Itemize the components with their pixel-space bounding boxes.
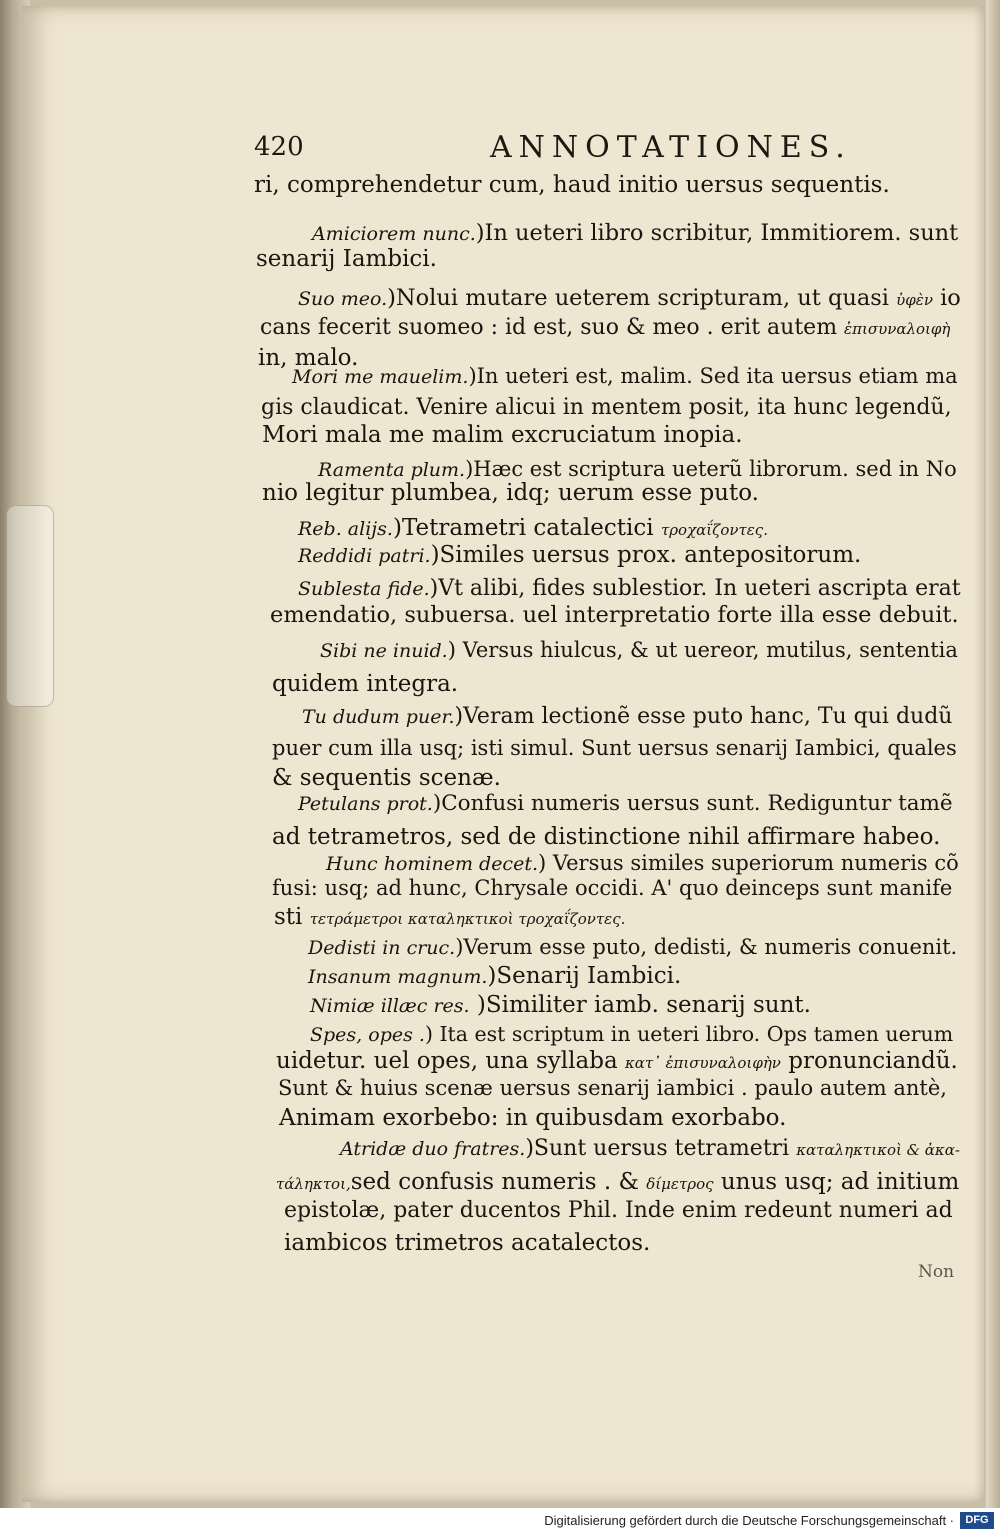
line-text: )Veram lectionẽ esse puto hanc, Tu qui dudũ	[454, 704, 953, 729]
line-text: )Verum esse puto, dedisti, & numeris conuenit.	[455, 935, 958, 959]
text-line	[302, 702, 952, 732]
text-line	[308, 961, 681, 992]
line-text: sti	[274, 904, 310, 930]
running-head	[254, 128, 852, 166]
text-line	[320, 635, 958, 666]
line-text: nio legitur plumbea, idq; uerum esse puto.	[262, 480, 759, 506]
text-line	[298, 283, 961, 315]
line-text: Animam exorbebo: in quibusdam exorbabo.	[279, 1105, 787, 1131]
footer-credit: Digitalisierung gefördert durch die Deutsche Forschungsgemeinschaft ·	[544, 1513, 954, 1528]
greek-phrase: τετράμετροι καταληκτικοὶ τροχαΐζοντες.	[309, 910, 626, 928]
text-line	[340, 1134, 960, 1165]
line-text: ) Versus hiulcus, & ut uereor, mutilus, sententia	[447, 638, 958, 662]
line-text: Mori mala me malim excruciatum inopia.	[262, 422, 743, 448]
footer-bar	[0, 1508, 1000, 1534]
lemma: Tu dudum puer.	[302, 706, 455, 728]
text-line	[310, 990, 811, 1021]
line-text: in, malo.	[258, 345, 359, 371]
line-text: ri, comprehendetur cum, haud initio uersus sequentis.	[254, 172, 890, 198]
line-text: ad tetrametros, sed de distinctione nihil affirmare habeo.	[272, 824, 941, 850]
lemma: Reddidi patri.	[298, 545, 431, 567]
text-line	[298, 789, 953, 819]
line-text: )Sunt uersus tetrametri	[525, 1136, 797, 1161]
line-text: )In ueteri est, malim. Sed ita uersus etiam ma	[468, 364, 958, 388]
line-text: io	[932, 285, 961, 311]
line-text: iambicos trimetros acatalectos.	[284, 1230, 651, 1256]
text-line	[261, 393, 952, 423]
lemma: Ramenta plum.	[318, 459, 466, 481]
line-text: gis claudicat. Venire alicui in mentem posit, ita hunc legendũ,	[261, 395, 952, 420]
lemma: Sublesta fide.	[298, 578, 430, 600]
line-text: fusi: usq; ad hunc, Chrysale occidi. A' quo deinceps sunt manife	[272, 876, 953, 900]
lemma: Sibi ne inuid.	[320, 640, 448, 662]
text-line	[272, 669, 458, 699]
text-line	[272, 733, 957, 763]
text-line	[256, 244, 437, 274]
greek-phrase: τάληκτοι,	[276, 1175, 351, 1193]
page-edges	[986, 0, 1000, 1508]
line-text: quidem integra.	[272, 671, 459, 697]
lemma: Atridæ duo fratres.	[340, 1138, 526, 1160]
lemma: Reb. alijs.	[298, 518, 393, 540]
line-text: puer cum illa usq; isti simul. Sunt uersus senarij Iambici, quales	[272, 736, 957, 760]
text-line	[298, 540, 861, 571]
header-title: ANNOTATIONES.	[490, 130, 852, 165]
line-text: cans fecerit suomeo : id est, suo & meo . erit autem	[260, 315, 845, 340]
line-text: unus usq; ad initium	[713, 1169, 960, 1195]
text-line	[272, 873, 952, 903]
line-text: ) Ita est scriptum in ueteri libro. Ops tamen uerum	[424, 1022, 954, 1046]
lemma: Hunc hominem decet.	[326, 853, 538, 875]
page-number: 420	[254, 132, 304, 162]
text-line	[308, 932, 957, 963]
text-line	[262, 478, 759, 508]
lemma: Nimiæ illæc res.	[310, 995, 470, 1017]
line-text: )Similiter iamb. senarij sunt.	[469, 992, 811, 1018]
line-text: )Tetrametri catalectici	[392, 515, 661, 541]
greek-phrase: ἐπισυναλοιφὴ	[844, 320, 951, 338]
line-text: pronunciandũ.	[780, 1048, 958, 1074]
text-line	[276, 1167, 959, 1199]
lemma: Amiciorem nunc.	[312, 223, 476, 245]
lemma: Dedisti in cruc.	[308, 937, 456, 959]
text-line	[270, 600, 959, 630]
text-line	[284, 1196, 953, 1226]
line-text: senarij Iambici.	[256, 246, 437, 272]
line-text: )Senarij Iambici.	[487, 963, 682, 989]
line-text: )Hæc est scriptura ueterũ librorum. sed in No	[465, 457, 957, 481]
text-line	[292, 361, 958, 392]
lemma: Suo meo.	[298, 288, 388, 310]
line-text: ) Versus similes superiorum numeris cõ	[538, 851, 959, 875]
text-line	[262, 420, 743, 450]
line-text: uidetur. uel opes, una syllaba	[276, 1048, 625, 1074]
text-line	[284, 1228, 650, 1258]
line-text: & sequentis scenæ.	[272, 765, 501, 791]
line-text: sed confusis numeris . &	[350, 1169, 647, 1195]
text-line	[274, 902, 625, 934]
text-line	[260, 313, 950, 344]
dfg-logo: DFG	[960, 1512, 994, 1529]
text-line	[278, 1073, 947, 1103]
greek-phrase: καταληκτικοὶ & ἀκα-	[796, 1141, 960, 1159]
text-line	[254, 170, 890, 200]
greek-phrase: τροχαΐζοντες.	[660, 521, 768, 539]
text-line	[279, 1103, 786, 1133]
line-text: )Vt alibi, fides sublestior. In ueteri ascripta erat	[429, 576, 961, 601]
lemma: Mori me mauelim.	[292, 366, 469, 388]
line-text: )Similes uersus prox. antepositorum.	[430, 542, 862, 568]
line-text: )Nolui mutare ueterem scripturam, ut quasi	[387, 285, 897, 311]
catchword: Non	[918, 1262, 955, 1282]
greek-phrase: ὑφὲν	[896, 291, 933, 309]
lemma: Petulans prot.	[298, 793, 433, 815]
line-text: Sunt & huius scenæ uersus senarij iambici . paulo autem antè,	[278, 1076, 947, 1100]
line-text: emendatio, subuersa. uel interpretatio forte illa esse debuit.	[270, 602, 959, 628]
greek-phrase: κατ᾽ ἐπισυναλοιφὴν	[624, 1054, 781, 1072]
greek-phrase: δίμετρος	[646, 1175, 714, 1193]
line-text: )Confusi numeris uersus sunt. Rediguntur tamẽ	[432, 791, 953, 816]
lemma: Spes, opes .	[310, 1024, 425, 1046]
line-text: )In ueteri libro scribitur, Immitiorem. sunt	[475, 220, 959, 246]
line-text: epistolæ, pater ducentos Phil. Inde enim redeunt numeri ad	[284, 1198, 953, 1223]
page-clip	[6, 505, 54, 707]
lemma: Insanum magnum.	[308, 966, 488, 988]
